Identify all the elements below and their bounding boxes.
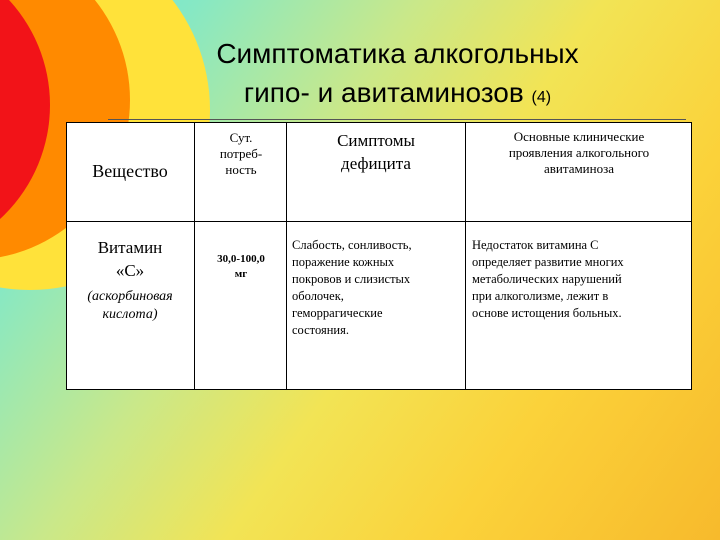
- slide-number: (4): [531, 89, 552, 106]
- vitamin-table: [66, 122, 692, 390]
- vitamin-subtitle: (аскорбиновая кислота): [87, 289, 173, 322]
- slide-title-text: гипо- и авитаминозов: [243, 77, 524, 108]
- header-substance: Вещество: [92, 161, 168, 181]
- header-daily-need: Сут. потреб- ность: [219, 130, 263, 177]
- title-underline: [108, 119, 686, 120]
- column-divider: [286, 123, 287, 389]
- cell-symptoms: Слабость, сонливость, поражение кожных покровов и слизистых оболочек, геморрагические состояния.: [292, 238, 412, 337]
- vitamin-name: Витамин «С»: [97, 238, 163, 280]
- header-manifestations: Основные клинические проявления алкогольного авитаминоза: [508, 129, 650, 176]
- cell-substance: [67, 236, 193, 324]
- slide-title-line-1: Симптоматика алкогольных: [216, 38, 579, 69]
- row-divider: [67, 221, 691, 222]
- header-symptoms: Симптомы дефицита: [337, 131, 415, 173]
- cell-daily-need: 30,0-100,0 мг: [217, 253, 265, 280]
- cell-manifestations: Недостаток витамина С определяет развитие многих метаболических нарушений при алкоголизме, лежит в основе истощения больных.: [472, 238, 624, 320]
- slide-title-line-2: [110, 77, 685, 114]
- column-divider: [194, 123, 195, 389]
- column-divider: [465, 123, 466, 389]
